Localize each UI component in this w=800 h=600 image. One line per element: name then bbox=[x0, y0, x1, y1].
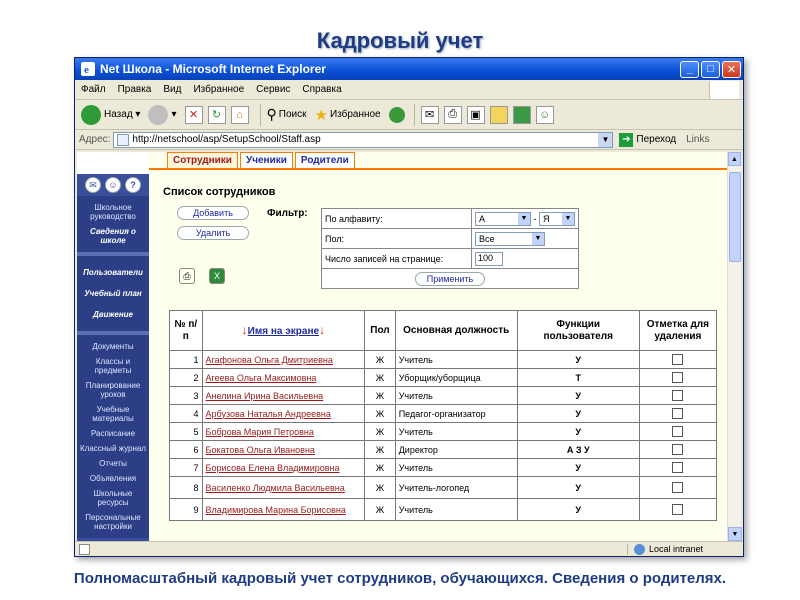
staff-name-link[interactable]: Агеева Ольга Максимовна bbox=[202, 369, 365, 387]
go-arrow-icon: ➔ bbox=[619, 133, 633, 147]
home-icon[interactable]: ⌂ bbox=[231, 106, 249, 124]
staff-name-link[interactable]: Агафонова Ольга Дмитриевна bbox=[202, 351, 365, 369]
col-position: Основная должность bbox=[395, 311, 517, 351]
row-number: 2 bbox=[170, 369, 203, 387]
row-position: Педагог-организатор bbox=[395, 405, 517, 423]
sidebar-item-classes[interactable]: Классы и предметы bbox=[94, 357, 132, 375]
row-number: 1 bbox=[170, 351, 203, 369]
alphabet-label: По алфавиту: bbox=[322, 209, 472, 229]
mail-icon[interactable]: ✉ bbox=[85, 177, 101, 193]
sidebar-item-announcements[interactable]: Объявления bbox=[89, 474, 137, 483]
delete-checkbox[interactable] bbox=[672, 354, 683, 365]
table-row bbox=[170, 351, 717, 369]
row-number: 4 bbox=[170, 405, 203, 423]
row-gender: Ж bbox=[365, 477, 396, 499]
col-gender: Пол bbox=[365, 311, 396, 351]
row-gender: Ж bbox=[365, 499, 396, 521]
row-gender: Ж bbox=[365, 459, 396, 477]
apply-button[interactable]: Применить bbox=[415, 272, 485, 286]
ie-icon bbox=[81, 62, 95, 76]
row-functions: А З У bbox=[517, 441, 639, 459]
address-dropdown-icon[interactable]: ▼ bbox=[598, 133, 612, 147]
stop-icon[interactable]: ✕ bbox=[185, 106, 203, 124]
row-functions: У bbox=[517, 499, 639, 521]
delete-button[interactable]: Удалить bbox=[177, 226, 249, 240]
row-number: 3 bbox=[170, 387, 203, 405]
delete-checkbox[interactable] bbox=[672, 504, 683, 515]
tab-students[interactable]: Ученики bbox=[240, 152, 293, 168]
maximize-button[interactable]: □ bbox=[701, 61, 720, 78]
row-functions: У bbox=[517, 387, 639, 405]
alpha-from-select[interactable]: А ▼ bbox=[475, 212, 531, 226]
row-functions: У bbox=[517, 405, 639, 423]
menu-view[interactable]: Вид bbox=[163, 84, 182, 95]
row-functions: У bbox=[517, 423, 639, 441]
sidebar-item-management[interactable]: Школьное руководство bbox=[90, 203, 136, 221]
sidebar-section-mid bbox=[77, 256, 149, 331]
tab-bar bbox=[149, 152, 729, 170]
forward-button[interactable]: ▾ bbox=[148, 105, 176, 125]
row-position: Учитель bbox=[395, 351, 517, 369]
row-gender: Ж bbox=[365, 387, 396, 405]
sidebar-item-schedule[interactable]: Расписание bbox=[90, 429, 136, 438]
gender-label: Пол: bbox=[322, 229, 472, 249]
menu-favorites[interactable]: Избранное bbox=[193, 84, 245, 95]
sidebar-item-settings[interactable]: Персональные настройки bbox=[85, 513, 141, 531]
table-row bbox=[170, 477, 717, 499]
security-zone: Local intranet bbox=[627, 544, 703, 555]
window-title: Net Школа - Microsoft Internet Explorer bbox=[100, 62, 326, 76]
sidebar-item-movement[interactable]: Движение bbox=[92, 310, 133, 319]
scroll-down-icon[interactable]: ▼ bbox=[728, 527, 742, 541]
toolbar-separator bbox=[260, 104, 261, 126]
tab-parents[interactable]: Родители bbox=[295, 152, 355, 168]
mail-icon[interactable]: ✉ bbox=[421, 106, 439, 124]
main-panel bbox=[149, 152, 729, 541]
chevron-down-icon: ▼ bbox=[518, 213, 530, 225]
table-row bbox=[170, 441, 717, 459]
delete-checkbox[interactable] bbox=[672, 408, 683, 419]
scroll-up-icon[interactable]: ▲ bbox=[728, 152, 741, 166]
page-title: Список сотрудников bbox=[163, 186, 276, 198]
edit-icon[interactable]: ▣ bbox=[467, 106, 485, 124]
delete-checkbox[interactable] bbox=[672, 444, 683, 455]
search-button[interactable]: ⚲ Поиск bbox=[266, 106, 307, 122]
go-button[interactable]: ➔ Переход bbox=[619, 133, 676, 147]
menu-tools[interactable]: Сервис bbox=[256, 84, 291, 95]
row-gender: Ж bbox=[365, 423, 396, 441]
row-functions: У bbox=[517, 351, 639, 369]
table-row bbox=[170, 369, 717, 387]
delete-checkbox[interactable] bbox=[672, 482, 683, 493]
sidebar-logo-area bbox=[77, 152, 149, 174]
sidebar-item-resources[interactable]: Школьные ресурсы bbox=[93, 489, 133, 507]
delete-checkbox[interactable] bbox=[672, 372, 683, 383]
sort-down-icon: ↓ bbox=[241, 322, 248, 337]
scroll-thumb[interactable] bbox=[729, 172, 741, 262]
row-functions: У bbox=[517, 459, 639, 477]
row-gender: Ж bbox=[365, 441, 396, 459]
close-button[interactable]: ✕ bbox=[722, 61, 741, 78]
back-arrow-icon bbox=[81, 105, 101, 125]
row-position: Учитель-логопед bbox=[395, 477, 517, 499]
menu-file[interactable]: Файл bbox=[81, 84, 106, 95]
sort-down-icon: ↓ bbox=[319, 322, 326, 337]
gender-select[interactable]: Все ▼ bbox=[475, 232, 545, 246]
page-icon bbox=[117, 134, 129, 146]
windows-logo-icon bbox=[709, 81, 739, 99]
sidebar-item-reports[interactable]: Отчеты bbox=[99, 459, 127, 468]
table-row bbox=[170, 499, 717, 521]
staff-name-link[interactable]: Василенко Людмила Васильевна bbox=[202, 477, 365, 499]
address-label: Адрес: bbox=[79, 134, 111, 145]
row-number: 5 bbox=[170, 423, 203, 441]
star-icon: ★ bbox=[314, 106, 328, 124]
page-content bbox=[77, 152, 729, 541]
filter-table: По алфавиту: А ▼ - Я ▼ Пол: Все ▼ Число записей на странице: 100 Применить bbox=[321, 208, 579, 289]
chevron-down-icon: ▼ bbox=[562, 213, 574, 225]
svg-text:e: e bbox=[84, 64, 89, 76]
per-page-label: Число записей на странице: bbox=[322, 249, 472, 269]
row-functions: Т bbox=[517, 369, 639, 387]
sidebar-section-top bbox=[77, 196, 149, 252]
users-icon[interactable]: ☺ bbox=[536, 106, 554, 124]
row-number: 7 bbox=[170, 459, 203, 477]
row-gender: Ж bbox=[365, 351, 396, 369]
address-url: http://netschool/asp/SetupSchool/Staff.asp bbox=[132, 134, 321, 145]
table-row bbox=[170, 387, 717, 405]
table-row bbox=[170, 423, 717, 441]
row-number: 8 bbox=[170, 477, 203, 499]
print-icon[interactable]: ⎙ bbox=[179, 268, 195, 284]
sidebar-icons bbox=[77, 174, 149, 196]
messenger-icon[interactable] bbox=[513, 106, 531, 124]
browser-window bbox=[74, 57, 744, 557]
sidebar-item-users[interactable]: Пользователи bbox=[83, 268, 143, 277]
row-number: 6 bbox=[170, 441, 203, 459]
row-gender: Ж bbox=[365, 369, 396, 387]
per-page-input[interactable]: 100 bbox=[475, 252, 503, 266]
row-gender: Ж bbox=[365, 405, 396, 423]
staff-name-link[interactable]: Борисова Елена Владимировна bbox=[202, 459, 365, 477]
table-header-row bbox=[170, 311, 717, 351]
col-number: № п/п bbox=[170, 311, 203, 351]
col-delete-mark: Отметка для удаления bbox=[639, 311, 716, 351]
staff-name-link[interactable]: Бокатова Ольга Ивановна bbox=[202, 441, 365, 459]
alpha-to-select[interactable]: Я ▼ bbox=[539, 212, 575, 226]
refresh-icon[interactable]: ↻ bbox=[208, 106, 226, 124]
sidebar-item-planning[interactable]: Планирование уроков bbox=[85, 381, 141, 399]
row-position: Учитель bbox=[395, 459, 517, 477]
address-input[interactable] bbox=[113, 132, 613, 148]
table-row bbox=[170, 405, 717, 423]
forward-arrow-icon bbox=[148, 105, 168, 125]
add-button[interactable]: Добавить bbox=[177, 206, 249, 220]
page-status-icon bbox=[79, 544, 90, 555]
staff-name-link[interactable]: Арбузова Наталья Андреевна bbox=[202, 405, 365, 423]
users-icon[interactable]: ☺ bbox=[105, 177, 121, 193]
help-icon[interactable]: ? bbox=[125, 177, 141, 193]
sidebar-item-journal[interactable]: Классный журнал bbox=[80, 444, 146, 453]
delete-checkbox[interactable] bbox=[672, 426, 683, 437]
toolbar bbox=[75, 100, 743, 130]
vertical-scrollbar[interactable] bbox=[727, 152, 741, 541]
staff-name-link[interactable]: Анелина Ирина Васильевна bbox=[202, 387, 365, 405]
row-position: Учитель bbox=[395, 499, 517, 521]
col-functions: Функции пользователя bbox=[517, 311, 639, 351]
sidebar-item-curriculum[interactable]: Учебный план bbox=[84, 289, 142, 298]
folder-icon[interactable] bbox=[490, 106, 508, 124]
excel-icon[interactable]: X bbox=[209, 268, 225, 284]
favorites-button[interactable]: ★ Избранное bbox=[314, 106, 381, 124]
menu-help[interactable]: Справка bbox=[302, 84, 342, 95]
chevron-down-icon: ▼ bbox=[532, 233, 544, 245]
slide-caption: Полномасштабный кадровый учет сотрудников, обучающихся. Сведения о родителях. bbox=[73, 570, 727, 587]
menu-edit[interactable]: Правка bbox=[117, 84, 152, 95]
title-bar bbox=[75, 58, 743, 80]
print-icon[interactable]: ⎙ bbox=[444, 106, 462, 124]
site-sidebar bbox=[77, 152, 149, 541]
links-button[interactable]: Links bbox=[686, 134, 710, 145]
status-bar bbox=[75, 541, 743, 556]
row-position: Директор bbox=[395, 441, 517, 459]
sidebar-item-documents[interactable]: Документы bbox=[92, 342, 134, 351]
staff-name-link[interactable]: Владимирова Марина Борисовна bbox=[202, 499, 365, 521]
row-position: Уборщик/уборщица bbox=[395, 369, 517, 387]
col-name[interactable]: ↓Имя на экране↓ bbox=[202, 311, 365, 351]
back-button[interactable]: Назад ▾ bbox=[81, 105, 140, 125]
sidebar-item-school-info[interactable]: Сведения о школе bbox=[90, 227, 136, 245]
staff-name-link[interactable]: Боброва Мария Петровна bbox=[202, 423, 365, 441]
tab-staff[interactable]: Сотрудники bbox=[167, 152, 238, 168]
toolbar-separator bbox=[414, 104, 415, 126]
sidebar-item-materials[interactable]: Учебные материалы bbox=[92, 405, 134, 423]
staff-table bbox=[169, 310, 717, 521]
intranet-icon bbox=[634, 544, 645, 555]
minimize-button[interactable]: _ bbox=[680, 61, 699, 78]
menu-bar bbox=[75, 80, 743, 100]
slide-title: Кадровый учет bbox=[316, 28, 484, 53]
row-position: Учитель bbox=[395, 387, 517, 405]
delete-checkbox[interactable] bbox=[672, 390, 683, 401]
delete-checkbox[interactable] bbox=[672, 462, 683, 473]
row-position: Учитель bbox=[395, 423, 517, 441]
sidebar-section-bottom bbox=[77, 335, 149, 538]
history-icon[interactable] bbox=[389, 107, 405, 123]
search-icon: ⚲ bbox=[266, 106, 277, 122]
table-row bbox=[170, 459, 717, 477]
row-number: 9 bbox=[170, 499, 203, 521]
filter-label: Фильтр: bbox=[267, 208, 308, 219]
row-functions: У bbox=[517, 477, 639, 499]
address-bar bbox=[75, 130, 743, 150]
